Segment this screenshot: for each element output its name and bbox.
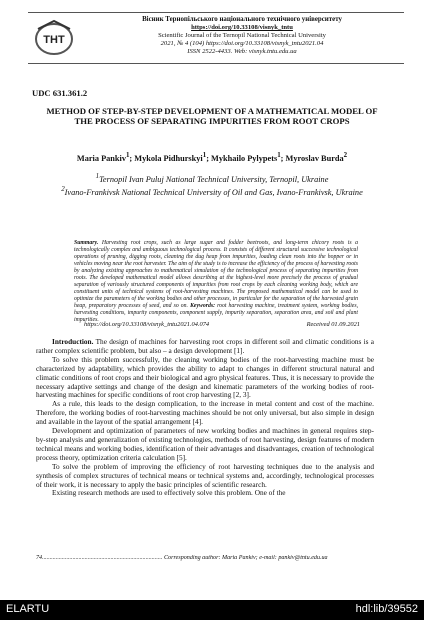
author-sup: 1 [202, 152, 207, 159]
author-name: Maria Pankiv [76, 153, 126, 163]
repository-name[interactable]: ELARTU [6, 603, 50, 615]
affiliation-sup: 1 [95, 173, 100, 180]
author-list: Maria Pankiv$^1$; Mykola Pidhurskyi$^1$; Mykhailo Pylypets$^1$; Myroslav Burda$^2$ [76, 152, 348, 163]
intro-label: Introduction. [52, 337, 94, 346]
footer-dots: ............................................................................... [42, 555, 163, 561]
journal-header [28, 12, 404, 64]
viewer-bottom-bar [0, 600, 424, 620]
journal-name-ua: Вісник Тернопільського національного технічного університету [142, 16, 342, 23]
keywords-label: Keywords: [190, 303, 215, 309]
author-sup: 1 [125, 152, 130, 159]
journal-name-en: Scientific Journal of the Ternopil National Technical University [158, 32, 326, 39]
affiliation-1: Ternopil Ivan Puluj National Technical University, Ternopil, Ukraine [99, 174, 329, 184]
body-paragraph: Development and optimization of parameters of new working bodies and machines in general requires step-by-step analysis and generalization of existing technologies, methods of root harvesting, design features of modern technical means and working bodies, identification of their advantages and disadvantages, creation of technological process theory, optimization criteria calculation [5]. [36, 426, 374, 462]
handle-id[interactable]: hdl:lib/39552 [355, 603, 418, 615]
page-number: 74 [36, 555, 43, 561]
author-sup: 2 [343, 152, 348, 159]
summary-text: Harvesting root crops, such as large sugar and fodder beetroots, and long-term chicory roots is a technologically complex and ambiguous technological process. It consists of different structural successive technological operations of pruning, digging roots, cleaning the dug heap from impurities, loading clean roots into the hopper or in vehicles moving near the root harvester. The aim of the study is to increase the efficiency of the process of harvesting roots by analyzing existing approaches to mathematical simulation of the technological process of separating impurities from roots. The developed mathematical model allows describing at the highest-level more precisely the process of gradual separation of variously structured components of impurities from root crops by each cleaning working body, which are constituent units of technical systems of root-harvesting machines. The proposed mathematical model can be used to optimize the parameters of the working bodies and other processes, in particular for the separation of the harvested grain heap, preparatory processes of seed, and so on. [74, 240, 359, 309]
abstract [74, 240, 358, 324]
article-title: METHOD OF STEP-BY-STEP DEVELOPMENT OF A MATHEMATICAL MODEL OF THE PROCESS OF SEPARATING IMPURITIES FROM ROOT CROPS [46, 106, 378, 126]
author-name: Mykhailo Pylypets [211, 153, 278, 163]
article-doi-link[interactable]: https://doi.org/10.33108/visnyk_tntu2021.04.074 [84, 321, 210, 328]
body-paragraph: As a rule, this leads to the design complication, to the increase in metal content and cost of the machine. Therefore, the working bodies of root-harvesting machines should be not only universal, but also simple in design and available in the layout of the spatial arrangement [4]. [36, 399, 374, 427]
affiliation-sup: 2 [61, 186, 65, 194]
logo-text: ТНТ [43, 34, 65, 46]
journal-header-text [83, 16, 401, 56]
issue-info: 2021, № 4 (104) https://doi.org/10.33108/visnyk_tntu2021.04 [160, 40, 324, 47]
issn-web: ISSN 2522-4433. Web: visnyk.tntu.edu.ua [187, 48, 297, 55]
affiliation-2: Ivano-Frankivsk National Technical University of Oil and Gas, Ivano-Frankivsk, Ukraine [64, 188, 363, 198]
summary-label: Summary. [74, 240, 99, 246]
corresponding-author: Corresponding author: Maria Pankiv; e-mail: pankiv@tntu.edu.ua [163, 555, 328, 561]
article-body [36, 338, 374, 498]
received-date: Received 01.09.2021 [306, 321, 360, 328]
author-name: Mykola Pidhurskyi [134, 153, 203, 163]
author-name: Myroslav Burda [285, 153, 344, 163]
body-paragraph: To solve this problem successfully, the cleaning working bodies of the root-harvesting machine must be characterized by adaptability, which provides the ability to adapt to changes in different structural natural and climatic conditions of root crops and their biological and agro physical features. Thus, it is necessary to provide the necessary adaptive settings and change of the design and kinematic parameters of the working bodies of root-harvesting machines for specific conditions of root crop harvesting [2, 3]. [36, 354, 374, 400]
body-paragraph [36, 338, 374, 356]
page-footer [36, 555, 374, 561]
udc-code: UDC 631.361.2 [32, 88, 88, 98]
article-meta [84, 321, 360, 328]
body-paragraph: To solve the problem of improving the efficiency of root harvesting techniques due to the analysis and synthesis of complex structures of technical means or technical systems and, accordingly, technological processes of their work, it is necessary to apply the basic principles of scientific research. [36, 461, 374, 489]
author-sup: 1 [277, 152, 281, 159]
affiliations [40, 172, 384, 199]
journal-doi-link[interactable]: https://doi.org/10.33108/visnyk_tntu [191, 24, 293, 31]
body-paragraph: Existing research methods are used to effectively solve this problem. One of the [52, 488, 286, 498]
journal-logo-icon [32, 17, 76, 59]
keywords-text: root harvesting machine, treatment system, working bodies, harvesting conditions, impurity components, component supply, impurity separation, separation area, and soil and plant impurities. [74, 303, 359, 323]
paragraph-text: The design of machines for harvesting root crops in different soil and climatic conditions is a rather complex scientific problem, but also – a design development [1]. [36, 337, 374, 355]
